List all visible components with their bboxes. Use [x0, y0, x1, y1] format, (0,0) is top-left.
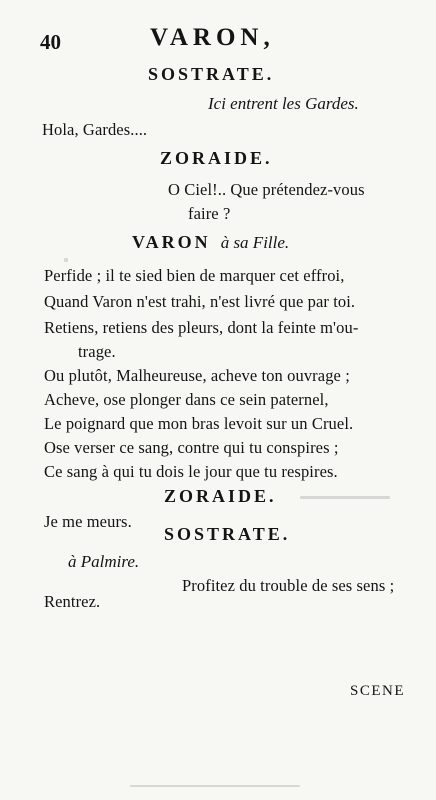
verse-line-7: Ose verser ce sang, contre qui tu conspires ;	[44, 438, 339, 457]
ink-speck	[64, 258, 68, 262]
speaker-varon-line	[132, 232, 289, 253]
verse-line-1: Perfide ; il te sied bien de marquer cet effroi,	[44, 266, 345, 285]
stage-direction-palmire: à Palmire.	[68, 552, 140, 571]
line-profitez: Profitez du trouble de ses sens ;	[182, 576, 395, 595]
verse-line-3-continued: trage.	[78, 342, 116, 361]
speaker-zoraide: ZORAIDE.	[160, 148, 273, 168]
stage-direction-gardes: Ici entrent les Gardes.	[208, 94, 359, 113]
speaker-sostrate-2: SOSTRATE.	[164, 524, 291, 544]
line-o-ciel: O Ciel!.. Que prétendez-vous	[168, 180, 365, 199]
verse-line-5: Acheve, ose plonger dans ce sein paternel,	[44, 390, 329, 409]
speaker-varon: VARON	[132, 232, 211, 252]
stage-direction-fille: à sa Fille.	[220, 233, 290, 252]
line-hola: Hola, Gardes....	[42, 120, 148, 139]
speaker-sostrate: SOSTRATE.	[148, 64, 275, 84]
page-number: 40	[40, 30, 61, 54]
line-faire: faire ?	[188, 204, 231, 223]
running-head: VARON,	[150, 24, 275, 51]
verse-line-2: Quand Varon n'est trahi, n'est livré que par toi.	[44, 292, 356, 311]
verse-line-8: Ce sang à qui tu dois le jour que tu respires.	[44, 462, 338, 481]
line-je-me-meurs: Je me meurs.	[44, 512, 132, 531]
speaker-zoraide-2: ZORAIDE.	[164, 486, 277, 506]
verse-line-4: Ou plutôt, Malheureuse, acheve ton ouvrage ;	[44, 366, 350, 385]
line-rentrez: Rentrez.	[44, 592, 101, 611]
bleed-through-mark	[300, 496, 390, 499]
catchword: SCENE	[350, 683, 406, 699]
bleed-through-mark	[130, 785, 300, 787]
verse-line-6: Le poignard que mon bras levoit sur un Cruel.	[44, 414, 354, 433]
verse-line-3: Retiens, retiens des pleurs, dont la feinte m'ou-	[44, 318, 359, 337]
